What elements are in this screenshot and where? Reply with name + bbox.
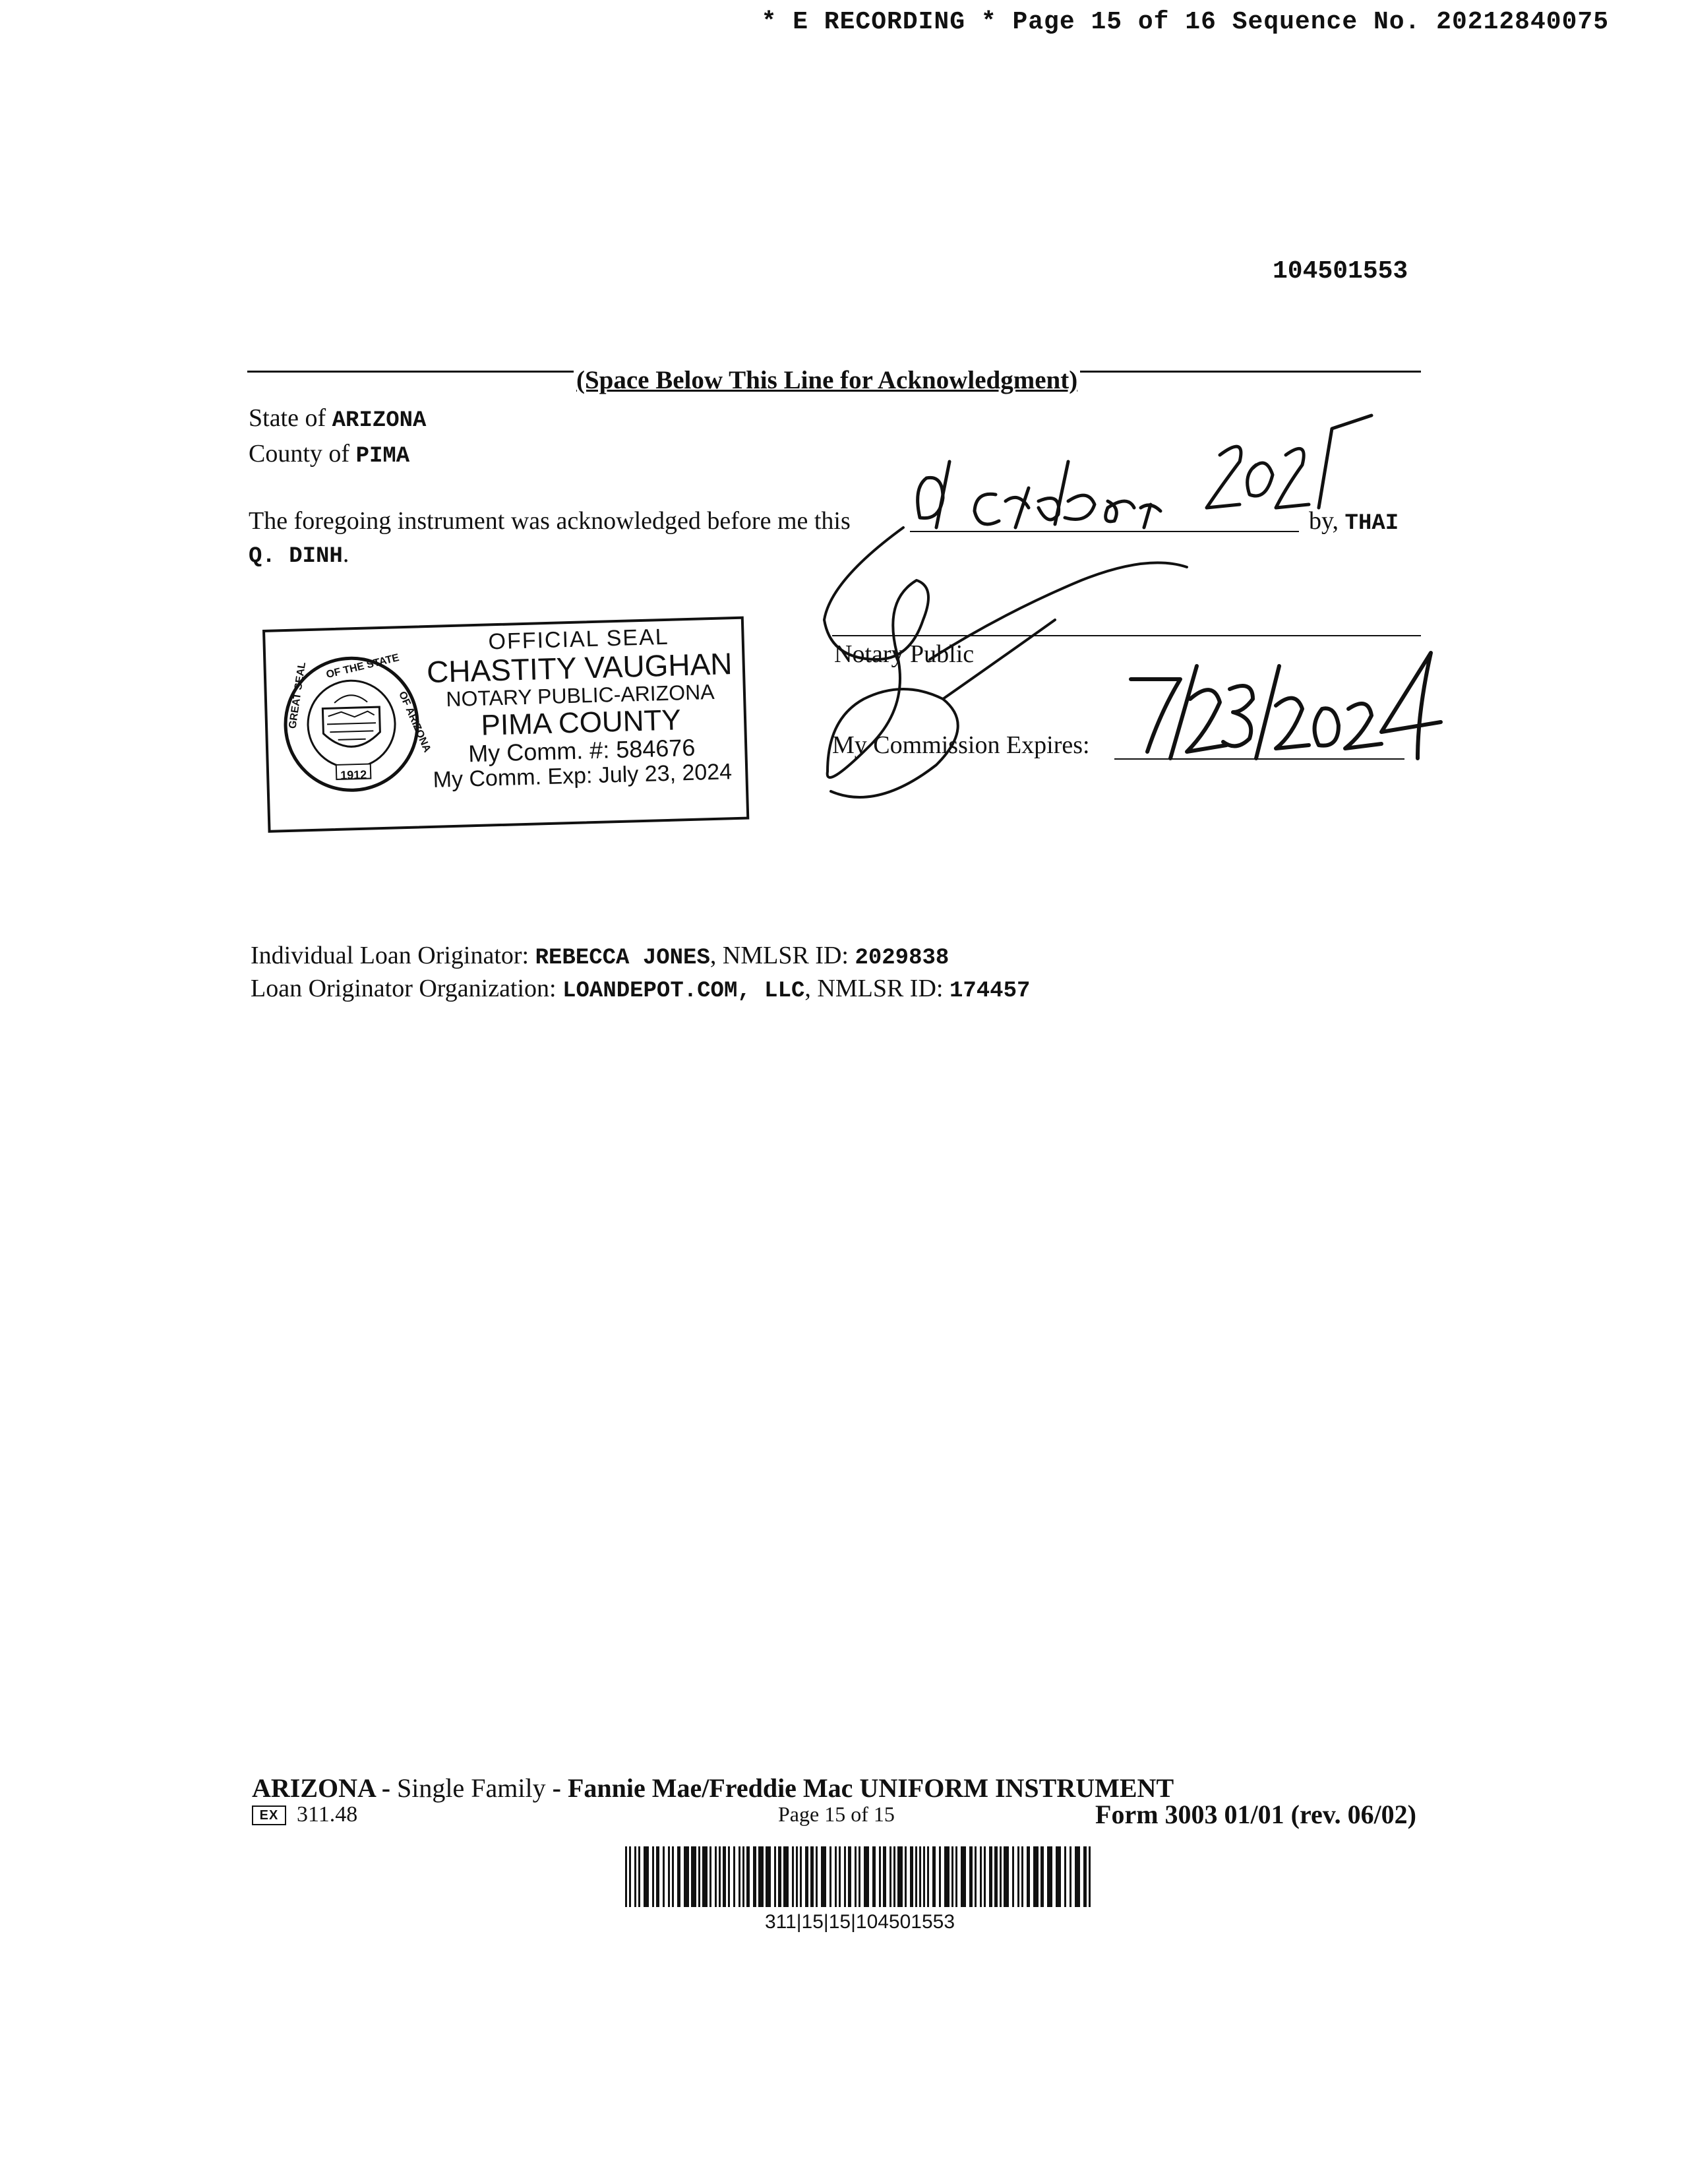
barcode-bar [746,1846,750,1907]
barcode-bar [1056,1846,1061,1907]
signer-continuation [249,539,349,569]
state-value: ARIZONA [332,408,427,433]
county-value: PIMA [355,444,410,469]
organization-nmls-id: 174457 [949,979,1031,1004]
form-code: 311.48 [297,1802,358,1827]
commission-expires-label: My Commission Expires: [832,731,1090,759]
barcode-bar [774,1846,776,1907]
svg-text:OF THE STATE: OF THE STATE [325,652,401,681]
barcode-bar [829,1846,831,1907]
barcode-bar [989,1846,992,1907]
barcode-bar [1040,1846,1044,1907]
barcode-bar [638,1846,640,1907]
barcode-bar [719,1846,721,1907]
footer-page-number: Page 15 of 15 [778,1802,895,1826]
barcode-bar [816,1846,818,1907]
barcode-bar [879,1846,881,1907]
handwritten-date [918,415,1372,528]
individual-originator-line [251,941,949,971]
organization-nmls-label: , NMLSR ID: [804,975,944,1002]
individual-originator-label: Individual Loan Originator: [251,942,529,969]
barcode-bar [944,1846,950,1907]
barcode-bar [728,1846,730,1907]
barcode-bar [835,1846,837,1907]
barcode-bar [766,1846,771,1907]
barcode-bar [855,1846,857,1907]
barcode-bar [796,1846,798,1907]
barcode-bar [1033,1846,1039,1907]
barcode-bar [939,1846,941,1907]
stamp-notary-name: CHASTITY VAUGHAN [426,646,733,689]
barcode-bar [715,1846,717,1907]
barcode-bar [1012,1846,1014,1907]
barcode-bar [961,1846,966,1907]
barcode-bar [684,1846,689,1907]
stamp-notary-title: NOTARY PUBLIC-ARIZONA [445,680,715,712]
notary-signature-line [832,635,1421,636]
footer-form-title [252,1773,1174,1804]
barcode-bar [844,1846,846,1907]
barcode-bar [625,1846,627,1907]
barcode-bar [691,1846,696,1907]
footer-family: Single Family [397,1773,546,1803]
barcode-bar [919,1846,921,1907]
barcode-bar [800,1846,802,1907]
barcode-bar [864,1846,869,1907]
barcode-bar [872,1846,876,1907]
barcode-bar [698,1846,700,1907]
loan-number: 104501553 [1273,257,1408,286]
individual-nmls-label: , NMLSR ID: [709,942,849,969]
stamp-official-seal: OFFICIAL SEAL [488,624,670,655]
barcode-bar [839,1846,841,1907]
barcode-bar [656,1846,659,1907]
barcode-bar [910,1846,913,1907]
barcode-bar [1021,1846,1023,1907]
stamp-commission-number: My Comm. #: 584676 [467,734,696,768]
form-number: Form 3003 01/01 (rev. 06/02) [1095,1800,1416,1829]
state-line [249,404,426,433]
barcode-bar [805,1846,808,1907]
barcode-bar [652,1846,654,1907]
barcode-bar [821,1846,826,1907]
barcode-bar [1004,1846,1009,1907]
barcode-bar [738,1846,740,1907]
form-code-icon: EX [252,1805,286,1825]
barcode-bar [1075,1846,1080,1907]
signer-period: . [342,540,349,568]
barcode-bar [668,1846,670,1907]
barcode-bar [915,1846,917,1907]
barcode-bar [1047,1846,1052,1907]
barcode-bar [951,1846,953,1907]
barcode-bar [897,1846,903,1907]
signer-rest: Q. DINH [249,544,343,569]
barcode-bar [792,1846,794,1907]
svg-text:GREAT SEAL: GREAT SEAL [287,661,309,730]
barcode-bar [1000,1846,1002,1907]
instrument-text: The foregoing instrument was acknowledged before me this [249,507,851,535]
recording-header: * E RECORDING * Page 15 of 16 Sequence No. 20212840075 [761,8,1609,36]
by-label: by, [1309,507,1339,535]
barcode-bar [994,1846,998,1907]
individual-originator-name: REBECCA JONES [535,946,710,971]
barcode-bar [677,1846,680,1907]
barcode-bar [629,1846,631,1907]
individual-nmls-id: 2029838 [855,946,950,971]
barcode-bar [742,1846,744,1907]
barcode-bar [723,1846,726,1907]
barcode-bar [1083,1846,1087,1907]
footer-state: ARIZONA [252,1773,375,1803]
seal-year: 1912 [340,768,367,782]
footer-instrument: Fannie Mae/Freddie Mac UNIFORM INSTRUMENT [567,1773,1174,1803]
barcode-bar [702,1846,708,1907]
barcode-bar [848,1846,851,1907]
county-label: County of [249,440,350,468]
barcode-bar [733,1846,735,1907]
barcode-bar [810,1846,814,1907]
notary-stamp [262,617,749,833]
barcode-bar [984,1846,986,1907]
barcode-bar [1027,1846,1030,1907]
date-signature-line [910,531,1299,532]
by-signer-line [1309,506,1399,536]
barcode-bar [663,1846,665,1907]
county-line [249,439,409,469]
barcode-bar [905,1846,907,1907]
commission-expires-line [1114,758,1404,760]
barcode-bar [672,1846,674,1907]
organization-originator-label: Loan Originator Organization: [251,975,557,1002]
barcode-bar [883,1846,886,1907]
barcode-bar [975,1846,977,1907]
barcode-text: 311|15|15|104501553 [764,1911,955,1933]
organization-originator-name: LOANDEPOT.COM, LLC [562,979,805,1004]
barcode-bar [644,1846,649,1907]
barcode [625,1846,1095,1907]
barcode-bar [1089,1846,1091,1907]
barcode-bar [980,1846,982,1907]
barcode-bar [778,1846,781,1907]
footer-sep-2: - [545,1773,568,1803]
barcode-bar [969,1846,973,1907]
barcode-bar [932,1846,936,1907]
barcode-bar [753,1846,756,1907]
barcode-bar [955,1846,957,1907]
barcode-bar [783,1846,789,1907]
state-label: State of [249,404,326,432]
barcode-bar [1017,1846,1019,1907]
organization-originator-line [251,974,1030,1004]
handwritten-expiry [1131,653,1441,758]
svg-text:OF ARIZONA: OF ARIZONA [396,690,433,754]
barcode-bar [923,1846,925,1907]
barcode-bar [889,1846,891,1907]
barcode-bar [927,1846,929,1907]
stamp-commission-expiry: My Comm. Exp: July 23, 2024 [433,759,733,793]
stamp-county: PIMA COUNTY [480,704,682,742]
barcode-bar [1070,1846,1071,1907]
acknowledgment-heading: (Space Below This Line for Acknowledgment) [574,365,1080,395]
barcode-bar [893,1846,895,1907]
notary-public-label: Notary Public [834,640,975,668]
footer-sep-1: - [375,1773,398,1803]
signer-first: THAI [1344,511,1399,536]
barcode-bar [859,1846,860,1907]
barcode-bar [1064,1846,1066,1907]
barcode-bar [709,1846,711,1907]
barcode-bar [634,1846,636,1907]
barcode-bar [758,1846,764,1907]
